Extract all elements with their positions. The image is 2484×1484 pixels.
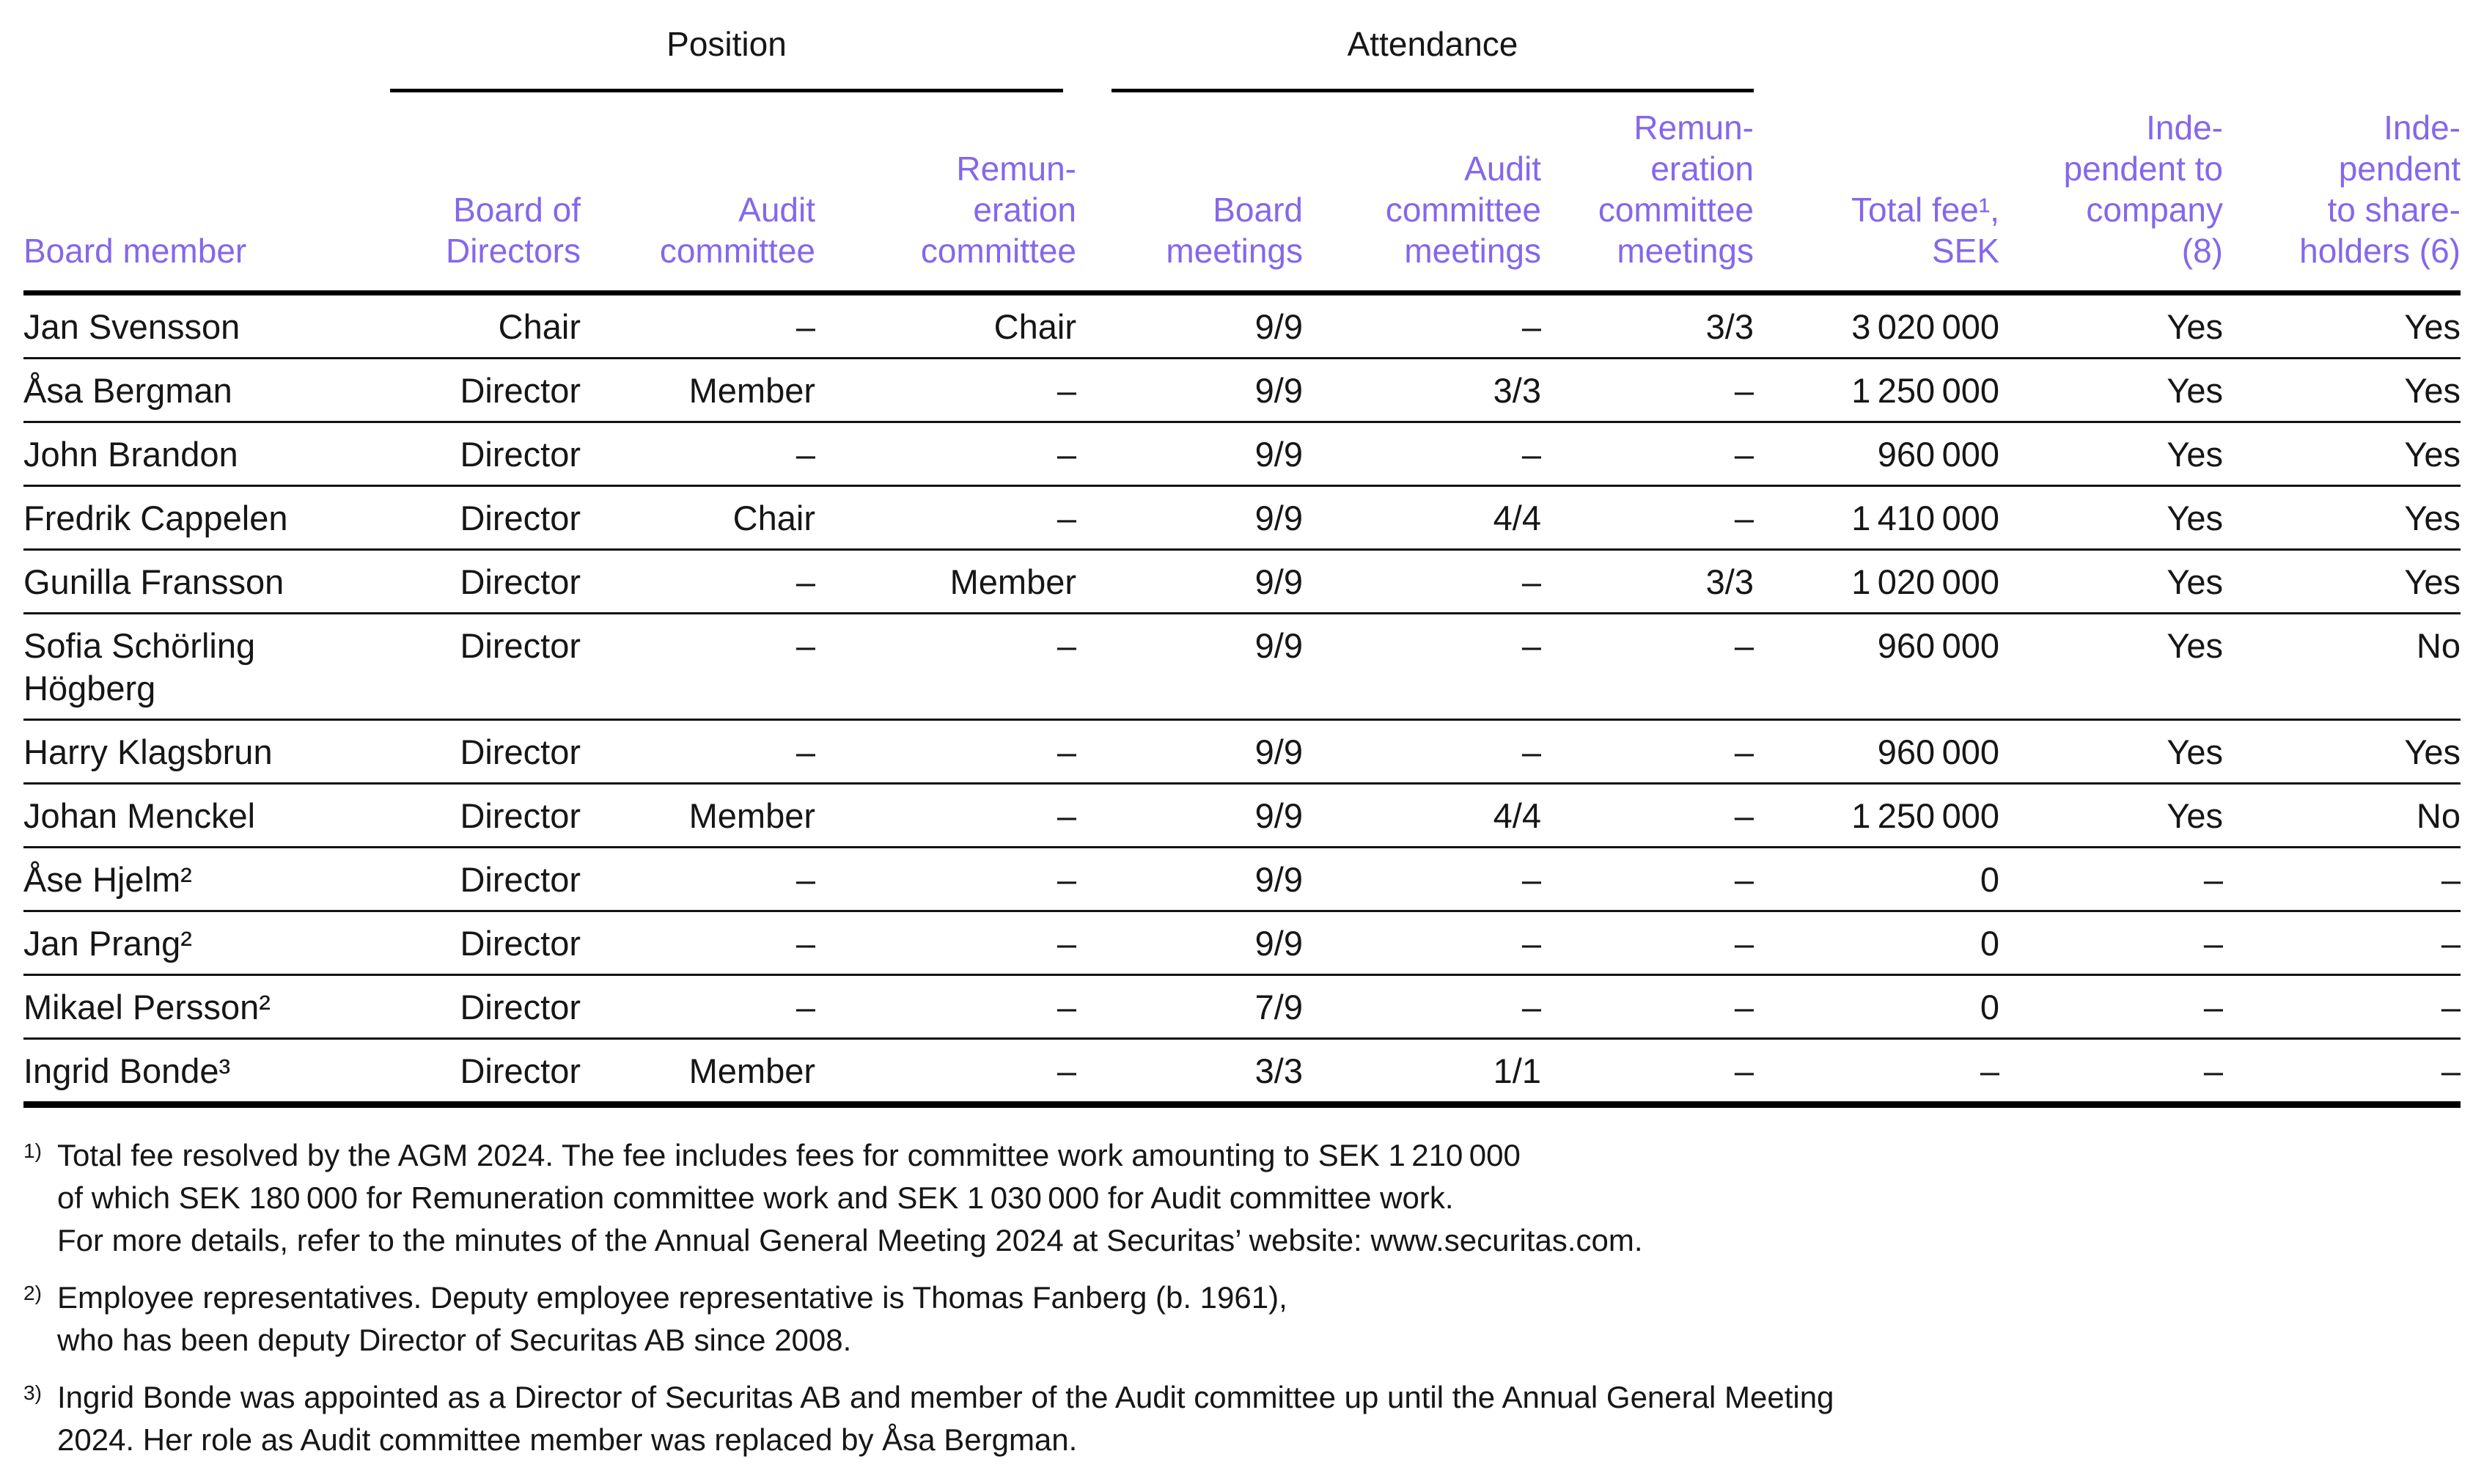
cell-independent-to-shareholders: – bbox=[2441, 860, 2461, 899]
cell-remuneration-committee: – bbox=[1057, 371, 1076, 410]
cell-audit-committee-meetings: 1/1 bbox=[1493, 1051, 1541, 1090]
cell-board-member: Åsa Bergman bbox=[23, 371, 232, 410]
table-row bbox=[23, 721, 2461, 785]
cell-remuneration-committee-meetings: – bbox=[1734, 435, 1754, 474]
cell-remuneration-committee-meetings: – bbox=[1734, 371, 1754, 410]
cell-audit-committee-meetings: – bbox=[1521, 562, 1541, 601]
cell-board-of-directors: Director bbox=[460, 435, 581, 474]
cell-total-fee-sek: 1 410 000 bbox=[1851, 499, 1999, 537]
table-row bbox=[23, 1040, 2461, 1108]
board-table bbox=[23, 16, 2461, 1108]
cell-board-of-directors: Director bbox=[460, 562, 581, 601]
cell-independent-to-shareholders: – bbox=[2441, 1051, 2461, 1090]
table-row bbox=[23, 295, 2461, 359]
cell-board-member: Gunilla Fransson bbox=[23, 562, 284, 601]
table-row bbox=[23, 614, 2461, 721]
cell-independent-to-company: Yes bbox=[2167, 371, 2223, 410]
cell-audit-committee: – bbox=[795, 626, 815, 665]
table-group-header-row bbox=[23, 16, 2461, 92]
cell-remuneration-committee: – bbox=[1057, 1051, 1076, 1090]
cell-remuneration-committee: – bbox=[1057, 499, 1076, 537]
group-header-position bbox=[390, 16, 1063, 92]
cell-board-member: Harry Klagsbrun bbox=[23, 732, 273, 771]
cell-board-of-directors: Director bbox=[460, 732, 581, 771]
cell-board-meetings: 9/9 bbox=[1254, 626, 1303, 665]
footnote-text: Employee representatives. Deputy employee representative is Thomas Fanberg (b. 1961), who has been deputy Director of Securitas AB since 2008. bbox=[57, 1280, 1287, 1357]
cell-remuneration-committee-meetings: – bbox=[1734, 732, 1754, 771]
cell-independent-to-company: Yes bbox=[2167, 307, 2223, 346]
cell-independent-to-shareholders: Yes bbox=[2404, 371, 2461, 410]
cell-independent-to-shareholders: – bbox=[2441, 988, 2461, 1026]
cell-audit-committee: – bbox=[795, 307, 815, 346]
group-header-position-label: Position bbox=[666, 25, 787, 63]
cell-board-meetings: 9/9 bbox=[1254, 435, 1303, 474]
column-header-remuneration-committee-meetings: Remun- eration committee meetings bbox=[1598, 109, 1754, 270]
cell-remuneration-committee: – bbox=[1057, 796, 1076, 835]
cell-board-member: Jan Prang² bbox=[23, 924, 192, 963]
cell-total-fee-sek: 960 000 bbox=[1877, 435, 1999, 474]
cell-board-meetings: 9/9 bbox=[1254, 562, 1303, 601]
cell-remuneration-committee: – bbox=[1057, 626, 1076, 665]
cell-board-meetings: 9/9 bbox=[1254, 860, 1303, 899]
cell-total-fee-sek: 0 bbox=[1980, 924, 1999, 963]
cell-audit-committee: Member bbox=[688, 796, 815, 835]
cell-board-member: Fredrik Cappelen bbox=[23, 499, 288, 537]
cell-remuneration-committee: – bbox=[1057, 860, 1076, 899]
cell-independent-to-shareholders: Yes bbox=[2404, 435, 2461, 474]
table-header-row bbox=[23, 92, 2461, 295]
cell-independent-to-company: Yes bbox=[2167, 562, 2223, 601]
cell-total-fee-sek: 1 250 000 bbox=[1851, 796, 1999, 835]
table-row bbox=[23, 487, 2461, 551]
cell-audit-committee-meetings: – bbox=[1521, 924, 1541, 963]
table-row bbox=[23, 423, 2461, 487]
cell-board-meetings: 9/9 bbox=[1254, 307, 1303, 346]
cell-audit-committee-meetings: 4/4 bbox=[1493, 796, 1541, 835]
cell-independent-to-company: – bbox=[2203, 988, 2223, 1026]
cell-board-of-directors: Director bbox=[460, 796, 581, 835]
cell-audit-committee-meetings: – bbox=[1521, 307, 1541, 346]
footnote-text: Ingrid Bonde was appointed as a Director of Securitas AB and member of the Audit committee up until the Annual General Meeting 2024. Her role as Audit committee member was replaced by Åsa Bergman. bbox=[57, 1380, 1834, 1457]
cell-total-fee-sek: 960 000 bbox=[1877, 626, 1999, 665]
column-header-independent-to-company: Inde- pendent to company (8) bbox=[2063, 109, 2223, 270]
footnote-marker: 1) bbox=[23, 1139, 42, 1162]
cell-independent-to-company: Yes bbox=[2167, 732, 2223, 771]
cell-board-of-directors: Director bbox=[460, 371, 581, 410]
cell-remuneration-committee-meetings: – bbox=[1734, 499, 1754, 537]
cell-independent-to-shareholders: Yes bbox=[2404, 499, 2461, 537]
cell-board-of-directors: Director bbox=[460, 626, 581, 665]
column-header-board-of-directors: Board of Directors bbox=[445, 191, 581, 270]
footnote-1 bbox=[23, 1134, 2461, 1262]
column-header-audit-committee-meetings: Audit committee meetings bbox=[1385, 150, 1541, 270]
cell-audit-committee-meetings: – bbox=[1521, 435, 1541, 474]
cell-independent-to-shareholders: Yes bbox=[2404, 307, 2461, 346]
cell-audit-committee: – bbox=[795, 562, 815, 601]
cell-board-member: Åse Hjelm² bbox=[23, 860, 192, 899]
cell-audit-committee: – bbox=[795, 860, 815, 899]
cell-board-of-directors: Director bbox=[460, 988, 581, 1026]
cell-board-member: Johan Menckel bbox=[23, 796, 256, 835]
cell-independent-to-company: Yes bbox=[2167, 796, 2223, 835]
cell-audit-committee-meetings: – bbox=[1521, 626, 1541, 665]
table-body bbox=[23, 295, 2461, 1108]
cell-remuneration-committee: Member bbox=[949, 562, 1076, 601]
cell-audit-committee: Chair bbox=[732, 499, 815, 537]
cell-board-of-directors: Director bbox=[460, 924, 581, 963]
column-header-board-meetings: Board meetings bbox=[1166, 191, 1303, 270]
cell-remuneration-committee: Chair bbox=[993, 307, 1076, 346]
cell-board-meetings: 9/9 bbox=[1254, 924, 1303, 963]
cell-audit-committee: Member bbox=[688, 371, 815, 410]
cell-audit-committee-meetings: – bbox=[1521, 732, 1541, 771]
cell-remuneration-committee: – bbox=[1057, 924, 1076, 963]
footnote-text: Total fee resolved by the AGM 2024. The fee includes fees for committee work amounting to SEK 1 210 000 of which SEK 180 000 for Remuneration committee work and SEK 1 030 000 for Audit committee work. For more details, refer to the minutes of the Annual General Meeting 2024 at Securitas’ website: www.securitas.com. bbox=[57, 1138, 1643, 1257]
cell-independent-to-company: Yes bbox=[2167, 626, 2223, 665]
cell-independent-to-company: Yes bbox=[2167, 499, 2223, 537]
cell-remuneration-committee: – bbox=[1057, 732, 1076, 771]
cell-audit-committee-meetings: – bbox=[1521, 860, 1541, 899]
cell-independent-to-shareholders: No bbox=[2416, 796, 2461, 835]
cell-total-fee-sek: 960 000 bbox=[1877, 732, 1999, 771]
cell-remuneration-committee-meetings: 3/3 bbox=[1705, 307, 1754, 346]
cell-remuneration-committee-meetings: – bbox=[1734, 796, 1754, 835]
cell-board-meetings: 9/9 bbox=[1254, 499, 1303, 537]
cell-independent-to-shareholders: – bbox=[2441, 924, 2461, 963]
cell-remuneration-committee-meetings: – bbox=[1734, 860, 1754, 899]
cell-audit-committee-meetings: 3/3 bbox=[1493, 371, 1541, 410]
cell-board-member: Sofia Schörling Högberg bbox=[23, 626, 256, 708]
footnote-marker: 2) bbox=[23, 1282, 42, 1304]
cell-board-member: Ingrid Bonde³ bbox=[23, 1051, 231, 1090]
cell-independent-to-company: – bbox=[2203, 1051, 2223, 1090]
cell-board-of-directors: Director bbox=[460, 860, 581, 899]
cell-remuneration-committee: – bbox=[1057, 435, 1076, 474]
footnote-2 bbox=[23, 1277, 2461, 1362]
cell-audit-committee: Member bbox=[688, 1051, 815, 1090]
group-header-attendance-label: Attendance bbox=[1347, 25, 1518, 63]
cell-remuneration-committee-meetings: – bbox=[1734, 924, 1754, 963]
footnote-marker: 3) bbox=[23, 1381, 42, 1404]
cell-independent-to-shareholders: No bbox=[2416, 626, 2461, 665]
column-header-independent-to-shareholders: Inde- pendent to share- holders (6) bbox=[2299, 109, 2461, 270]
cell-independent-to-shareholders: Yes bbox=[2404, 562, 2461, 601]
table-row bbox=[23, 912, 2461, 976]
cell-board-member: John Brandon bbox=[23, 435, 238, 474]
table-row bbox=[23, 785, 2461, 848]
cell-board-meetings: 7/9 bbox=[1254, 988, 1303, 1026]
table-row bbox=[23, 551, 2461, 614]
cell-independent-to-company: – bbox=[2203, 860, 2223, 899]
cell-board-of-directors: Director bbox=[460, 499, 581, 537]
cell-board-member: Jan Svensson bbox=[23, 307, 240, 346]
cell-independent-to-shareholders: Yes bbox=[2404, 732, 2461, 771]
cell-board-meetings: 9/9 bbox=[1254, 796, 1303, 835]
footnotes bbox=[23, 1134, 2461, 1461]
column-header-board-member: Board member bbox=[23, 232, 247, 270]
column-header-total-fee-sek: Total fee¹, SEK bbox=[1851, 191, 1999, 270]
cell-remuneration-committee-meetings: – bbox=[1734, 626, 1754, 665]
cell-board-member: Mikael Persson² bbox=[23, 988, 271, 1026]
footnote-3 bbox=[23, 1376, 2461, 1461]
cell-board-meetings: 9/9 bbox=[1254, 371, 1303, 410]
cell-total-fee-sek: 0 bbox=[1980, 860, 1999, 899]
cell-total-fee-sek: 1 250 000 bbox=[1851, 371, 1999, 410]
cell-board-of-directors: Chair bbox=[498, 307, 581, 346]
table-row bbox=[23, 848, 2461, 912]
cell-audit-committee: – bbox=[795, 988, 815, 1026]
table-row bbox=[23, 359, 2461, 423]
cell-audit-committee: – bbox=[795, 924, 815, 963]
cell-board-meetings: 3/3 bbox=[1254, 1051, 1303, 1090]
cell-total-fee-sek: – bbox=[1980, 1051, 1999, 1090]
cell-board-meetings: 9/9 bbox=[1254, 732, 1303, 771]
cell-total-fee-sek: 0 bbox=[1980, 988, 1999, 1026]
column-header-remuneration-committee: Remun- eration committee bbox=[920, 150, 1076, 270]
cell-remuneration-committee-meetings: – bbox=[1734, 1051, 1754, 1090]
group-header-attendance bbox=[1111, 16, 1754, 92]
cell-audit-committee-meetings: – bbox=[1521, 988, 1541, 1026]
cell-board-of-directors: Director bbox=[460, 1051, 581, 1090]
table-row bbox=[23, 976, 2461, 1040]
cell-audit-committee: – bbox=[795, 732, 815, 771]
cell-remuneration-committee-meetings: – bbox=[1734, 988, 1754, 1026]
cell-independent-to-company: – bbox=[2203, 924, 2223, 963]
cell-total-fee-sek: 1 020 000 bbox=[1851, 562, 1999, 601]
cell-remuneration-committee-meetings: 3/3 bbox=[1705, 562, 1754, 601]
cell-total-fee-sek: 3 020 000 bbox=[1851, 307, 1999, 346]
cell-audit-committee: – bbox=[795, 435, 815, 474]
column-header-audit-committee: Audit committee bbox=[659, 191, 815, 270]
cell-remuneration-committee: – bbox=[1057, 988, 1076, 1026]
cell-independent-to-company: Yes bbox=[2167, 435, 2223, 474]
cell-audit-committee-meetings: 4/4 bbox=[1493, 499, 1541, 537]
